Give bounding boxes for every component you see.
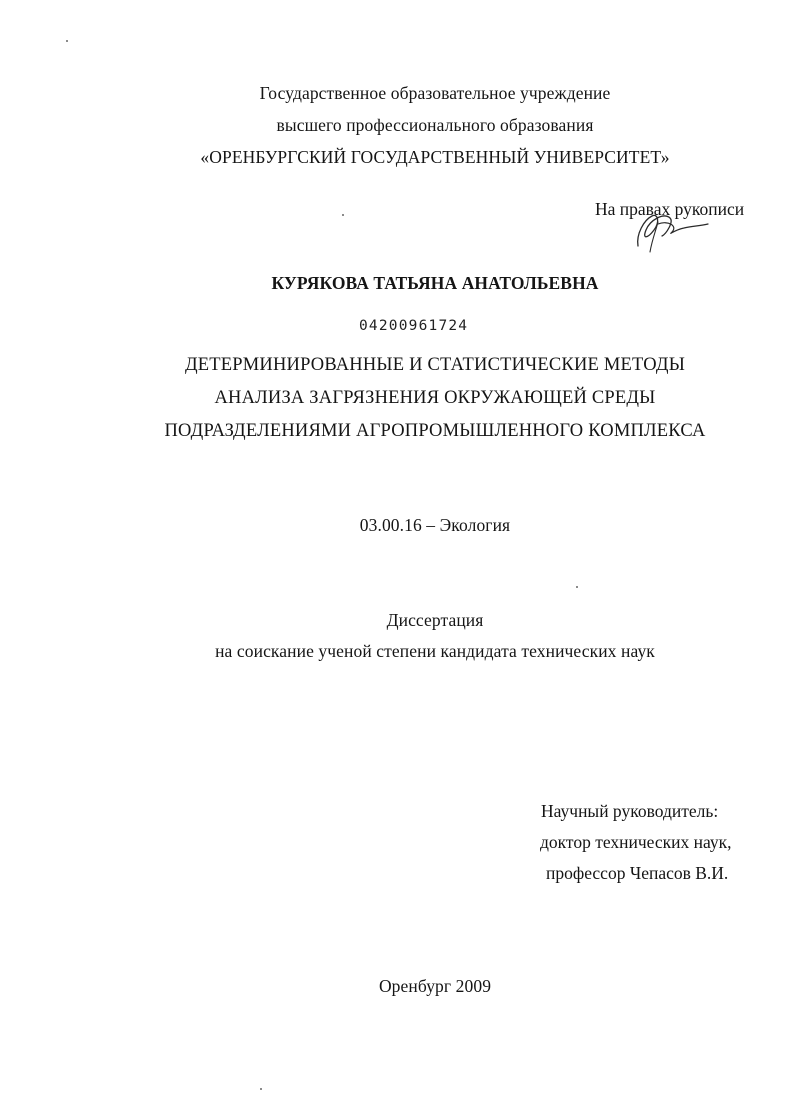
manuscript-rights-note: На правах рукописи [595,199,745,219]
document-type: Диссертация [386,610,484,630]
registration-code: 04200961724 [359,318,469,334]
supervisor-degree: доктор технических наук, [540,832,732,852]
signature-image [628,200,718,254]
place-and-year: Оренбург 2009 [378,976,492,996]
thesis-title-line-2: АНАЛИЗА ЗАГРЯЗНЕНИЯ ОКРУЖАЮЩЕЙ СРЕДЫ [214,388,656,408]
university-name: «ОРЕНБУРГСКИЙ ГОСУДАРСТВЕННЫЙ УНИВЕРСИТЕТ» [200,147,670,167]
scan-speck [66,40,68,42]
degree-sought: на соискание ученой степени кандидата технических наук [215,641,655,661]
supervisor-label: Научный руководитель: [541,801,719,821]
specialty: 03.00.16 – Экология [359,515,511,535]
author-name: КУРЯКОВА ТАТЬЯНА АНАТОЛЬЕВНА [271,273,599,293]
institution-line-1: Государственное образовательное учреждение [259,83,611,103]
thesis-title-line-3: ПОДРАЗДЕЛЕНИЯМИ АГРОПРОМЫШЛЕННОГО КОМПЛЕКСА [164,421,706,441]
scan-speck [260,1088,262,1090]
supervisor-name: профессор Чепасов В.И. [546,863,729,883]
scan-speck [342,214,344,216]
institution-line-2: высшего профессионального образования [276,115,594,135]
thesis-title-line-1: ДЕТЕРМИНИРОВАННЫЕ И СТАТИСТИЧЕСКИЕ МЕТОДЫ [184,355,686,375]
scan-speck [576,586,578,588]
